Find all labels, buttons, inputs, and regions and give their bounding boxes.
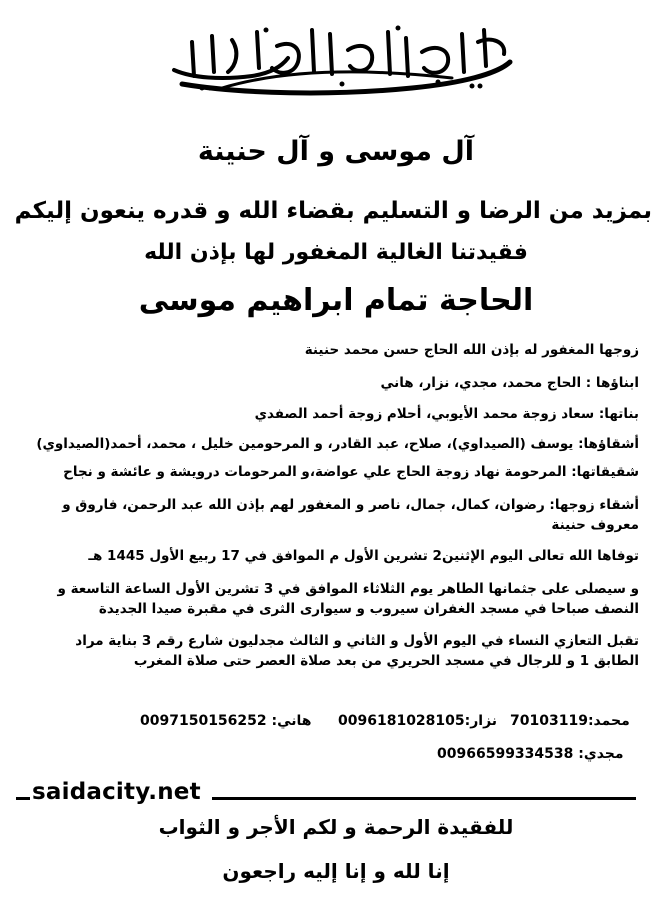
closing-line: للفقيدة الرحمة و لكم الأجر و الثواب [158, 815, 514, 839]
contact-majdi: مجدي: 00966599334538 [437, 746, 624, 762]
deceased-intro: فقيدتنا الغالية المغفور لها بإذن الله [144, 240, 528, 265]
husband-brothers-line: أشقاء زوجها: رضوان، كمال، جمال، ناصر و المغفور لهم بإذن الله عبد الرحمن، فاروق و معروف حنينة [62, 497, 639, 533]
death-date-line: توفاها الله تعالى اليوم الإثنين2 تشرين الأول م الموافق في 17 ربيع الأول 1445 هـ [88, 548, 639, 564]
daughters-line: بناتها: سعاد زوجة محمد الأيوبي، أحلام زوجة أحمد الصفدي [254, 406, 639, 422]
calligraphy-logo [162, 22, 522, 100]
family-heading: آل موسى و آل حنينة [197, 136, 475, 167]
calligraphy-artwork [162, 22, 522, 100]
divider-left [16, 797, 30, 800]
funeral-prayer-line: و سيصلى على جثمانها الطاهر يوم الثلاثاء الموافق في 3 تشرين الأول الساعة التاسعة و النصف صباحا في مسجد الغفران سيروب و سيوارى الثرى في مقبرة صيدا الجديدة [57, 581, 639, 617]
contact-mohammad: محمد:70103119 [510, 713, 630, 729]
site-watermark: saidacity.net [32, 779, 201, 805]
husband-line: زوجها المغفور له بإذن الله الحاج حسن محمد حنينة [304, 342, 639, 358]
sons-line: ابناؤها : الحاج محمد، مجدي، نزار، هاني [380, 375, 639, 391]
contact-hani: هاني: 0097150156252 [140, 713, 312, 729]
divider-right [212, 797, 636, 800]
condolences-line: تقبل التعازي النساء في اليوم الأول و الثاني و الثالث مجدليون شارع رقم 3 بناية مراد الطابق 1 و للرجال في مسجد الحريري من بعد صلاة العصر حتى صلاة المغرب [75, 633, 639, 669]
deceased-name: الحاجة تمام ابراهيم موسى [138, 283, 534, 318]
verse-line: إنا لله و إنا إليه راجعون [222, 859, 450, 883]
announcement-line: بمزيد من الرضا و التسليم بقضاء الله و قدره ينعون إليكم [14, 198, 652, 224]
sisters-line: شقيقاتها: المرحومة نهاد زوجة الحاج علي عواضة،و المرحومات درويشة و عائشة و نجاح [63, 464, 639, 480]
contact-nizar: نزار:0096181028105 [338, 713, 498, 729]
brothers-line: أشقاؤها: يوسف (الصيداوي)، صلاح، عبد القادر، و المرحومين خليل ، محمد، أحمد(الصيداوي) [36, 436, 639, 452]
